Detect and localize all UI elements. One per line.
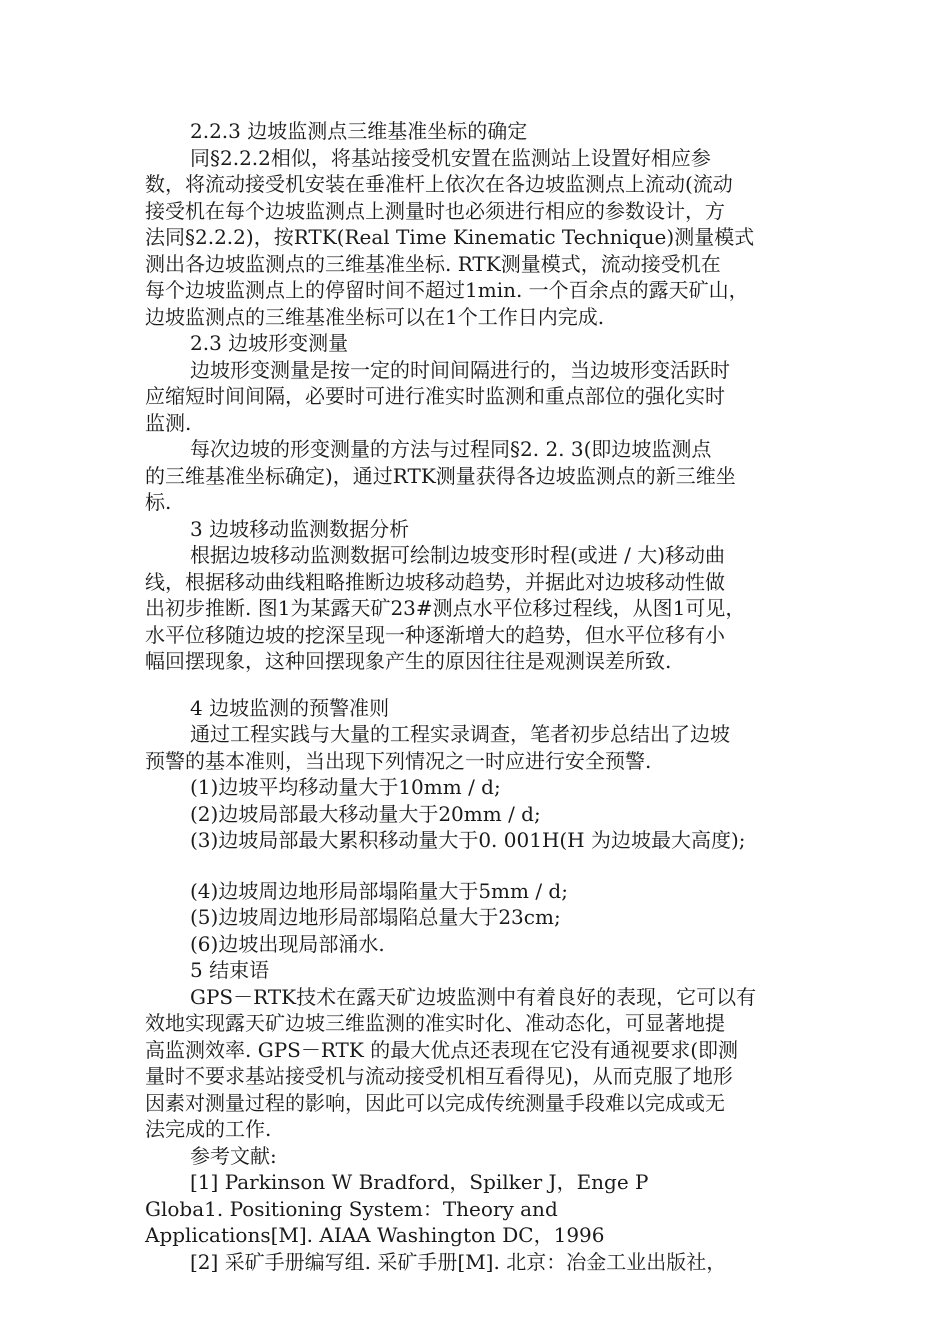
list-item-2: (2)边坡局部最大移动量大于20mm / d; — [190, 801, 541, 826]
list-item-6: (6)边坡出现局部涌水. — [190, 931, 385, 956]
paragraph-line: 边坡监测点的三维基准坐标可以在1个工作日内完成. — [145, 304, 605, 329]
section-heading-3: 3 边坡移动监测数据分析 — [190, 516, 410, 541]
paragraph-line: 测出各边坡监测点的三维基准坐标. RTK测量模式，流动接受机在 — [145, 251, 721, 276]
paragraph-line: 预警的基本准则，当出现下列情况之一时应进行安全预警. — [145, 748, 652, 773]
reference-2: [2] 采矿手册编写组. 采矿手册[M]. 北京：冶金工业出版社， — [190, 1249, 727, 1274]
paragraph-line: 应缩短时间间隔，必要时可进行准实时监测和重点部位的强化实时 — [145, 384, 725, 408]
paragraph-line: 每个边坡监测点上的停留时间不超过1min. 一个百余点的露天矿山， — [145, 278, 749, 302]
blank-line — [145, 854, 815, 878]
reference-1-cont: Globa1. Positioning System：Theory and — [145, 1196, 558, 1221]
paragraph-line: 同§2.2.2相似，将基站接受机安置在监测站上设置好相应参 — [190, 145, 711, 170]
paragraph-line: 线，根据移动曲线粗略推断边坡移动趋势，并据此对边坡移动性做 — [145, 569, 725, 594]
paragraph-line: 每次边坡的形变测量的方法与过程同§2. 2. 3(即边坡监测点 — [190, 437, 712, 461]
list-item-4: (4)边坡周边地形局部塌陷量大于5mm / d; — [190, 878, 568, 903]
reference-1-cont: Applications[M]. AIAA Washington DC，1996 — [145, 1223, 605, 1247]
references-heading: 参考文献: — [190, 1143, 277, 1168]
section-heading-2-2-3: 2.2.3 边坡监测点三维基准坐标的确定 — [190, 119, 528, 143]
section-heading-4: 4 边坡监测的预警准则 — [190, 695, 390, 720]
reference-1: [1] Parkinson W Bradford，Spilker J，Enge P — [190, 1170, 649, 1194]
paragraph-line: 标. — [145, 490, 172, 514]
paragraph-line: 水平位移随边坡的挖深呈现一种逐渐增大的趋势，但水平位移有小 — [145, 622, 725, 647]
paragraph-line: 法完成的工作. — [145, 1117, 272, 1141]
paragraph-line: 高监测效率. GPS－RTK 的最大优点还表现在它没有通视要求(即测 — [145, 1037, 738, 1062]
paragraph-line: 幅回摆现象，这种回摆现象产生的原因往往是观测误差所致. — [145, 649, 672, 673]
list-item-5: (5)边坡周边地形局部塌陷总量大于23cm; — [190, 905, 561, 929]
list-item-3: (3)边坡局部最大累积移动量大于0. 001H(H 为边坡最大高度); — [190, 828, 746, 852]
paragraph-line: 边坡形变测量是按一定的时间间隔进行的，当边坡形变活跃时 — [190, 357, 730, 382]
list-item-1: (1)边坡平均移动量大于10mm / d; — [190, 775, 501, 799]
section-heading-5: 5 结束语 — [190, 958, 270, 982]
paragraph-line: 监测. — [145, 410, 192, 435]
paragraph-line: 效地实现露天矿边坡三维监测的准实时化、准动态化，可显著地提 — [145, 1011, 725, 1035]
paragraph-line: 数，将流动接受机安装在垂准杆上依次在各边坡监测点上流动(流动 — [145, 172, 733, 196]
paragraph-line: 根据边坡移动监测数据可绘制边坡变形时程(或进 / 大)移动曲 — [190, 543, 726, 567]
paragraph-line: 法同§2.2.2)，按RTK(Real Time Kinematic Technique)测量模式 — [145, 225, 755, 249]
paragraph-line: 因素对测量过程的影响，因此可以完成传统测量手段难以完成或无 — [145, 1090, 725, 1115]
document-body — [145, 118, 815, 1275]
blank-line — [145, 675, 815, 695]
paragraph-line: 通过工程实践与大量的工程实录调查，笔者初步总结出了边坡 — [190, 722, 730, 746]
paragraph-line: GPS－RTK技术在露天矿边坡监测中有着良好的表现，它可以有 — [190, 984, 757, 1009]
paragraph-line: 出初步推断. 图1为某露天矿23#测点水平位移过程线，从图1可见， — [145, 596, 746, 620]
paragraph-line: 量时不要求基站接受机与流动接受机相互看得见)，从而克服了地形 — [145, 1064, 733, 1088]
section-heading-2-3: 2.3 边坡形变测量 — [190, 331, 349, 355]
paragraph-line: 接受机在每个边坡监测点上测量时也必须进行相应的参数设计，方 — [145, 198, 725, 223]
paragraph-line: 的三维基准坐标确定)，通过RTK测量获得各边坡监测点的新三维坐 — [145, 463, 736, 488]
